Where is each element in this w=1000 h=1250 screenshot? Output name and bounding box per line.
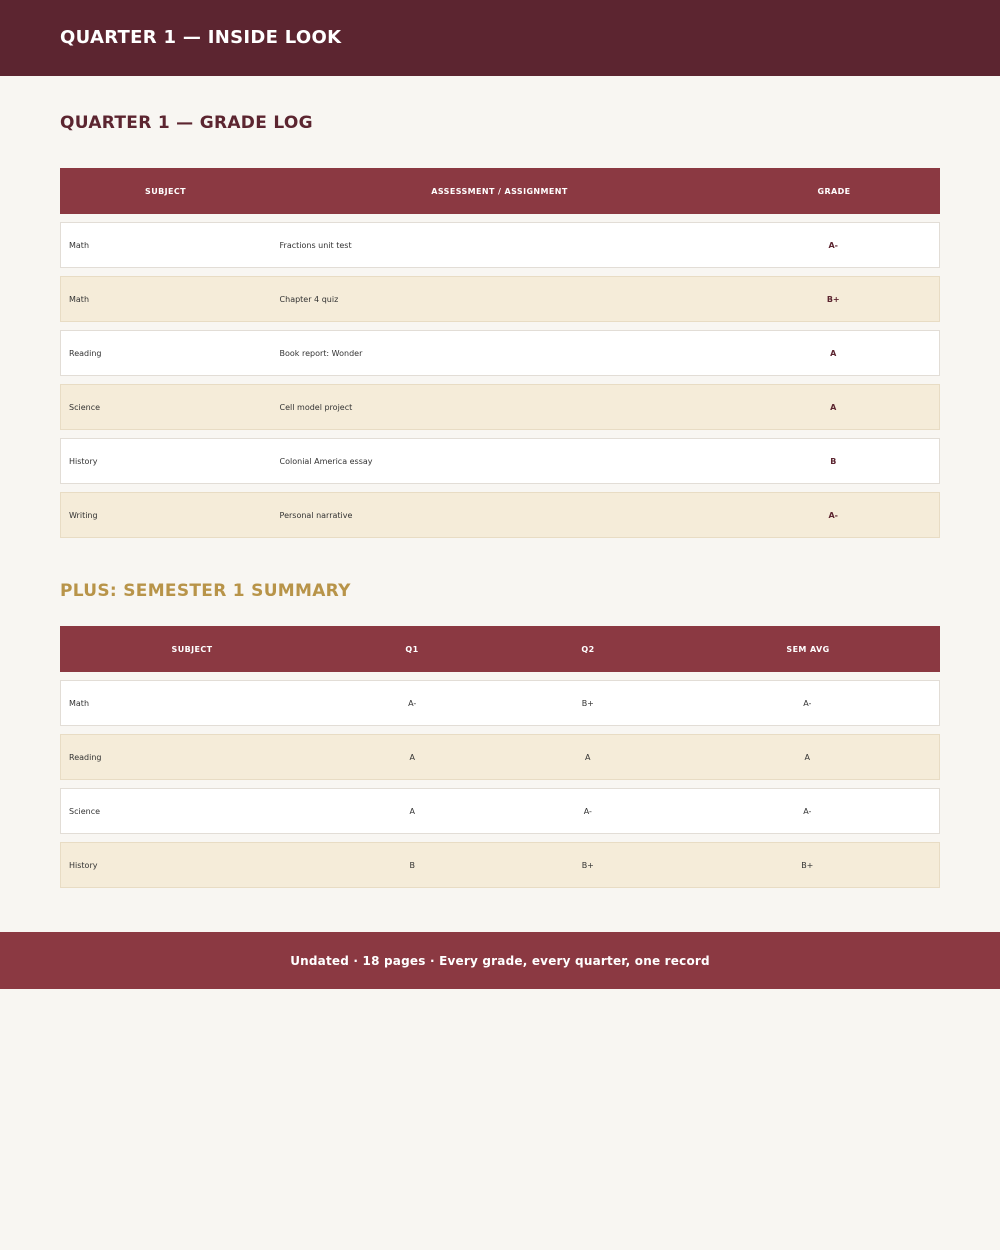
column-header-q2: Q2 — [581, 644, 595, 654]
q2-cell: B+ — [581, 860, 594, 870]
grade-cell: A — [830, 402, 837, 412]
subject-cell: Science — [69, 402, 101, 412]
q1-cell: A — [409, 752, 415, 762]
sem-avg-cell: B+ — [801, 860, 814, 870]
q2-cell: A- — [583, 806, 592, 816]
grade-cell: B+ — [826, 294, 840, 304]
subject-cell: Reading — [69, 752, 102, 762]
assessment-cell: Cell model project — [279, 402, 353, 412]
table-row — [60, 276, 940, 322]
column-header-assessment: ASSESSMENT / ASSIGNMENT — [431, 186, 568, 196]
table-row — [60, 384, 940, 430]
semester-summary-table — [60, 626, 940, 888]
banner-title: QUARTER 1 — INSIDE LOOK — [60, 27, 342, 48]
grade-log-table — [60, 168, 940, 538]
table-row — [60, 788, 940, 834]
grade-cell: A — [830, 348, 837, 358]
footer-band — [0, 932, 1000, 989]
q1-cell: A- — [408, 698, 417, 708]
sem-avg-cell: A- — [803, 698, 812, 708]
sem-avg-cell: A — [804, 752, 811, 762]
column-header-q1: Q1 — [405, 644, 419, 654]
q1-cell: A — [409, 806, 415, 816]
subject-cell: Science — [69, 806, 101, 816]
assessment-cell: Personal narrative — [279, 510, 353, 520]
subject-cell: History — [69, 456, 98, 466]
table-row — [60, 330, 940, 376]
semester-summary-title: PLUS: SEMESTER 1 SUMMARY — [60, 581, 351, 601]
subject-cell: Math — [69, 294, 90, 304]
grade-cell: B — [830, 456, 837, 466]
semester-summary-header-row — [60, 626, 940, 672]
grade-log-title: QUARTER 1 — GRADE LOG — [60, 113, 313, 133]
table-row — [60, 680, 940, 726]
q2-cell: A — [585, 752, 591, 762]
q2-cell: B+ — [581, 698, 594, 708]
grade-log-header-row — [60, 168, 940, 214]
grade-cell: A- — [828, 510, 838, 520]
table-row — [60, 222, 940, 268]
table-row — [60, 734, 940, 780]
footer-text: Undated · 18 pages · Every grade, every quarter, one record — [290, 953, 710, 968]
q1-cell: B — [409, 860, 415, 870]
subject-cell: Math — [69, 698, 90, 708]
assessment-cell: Colonial America essay — [279, 456, 373, 466]
assessment-cell: Fractions unit test — [279, 240, 352, 250]
subject-cell: Writing — [69, 510, 98, 520]
table-row — [60, 438, 940, 484]
grade-cell: A- — [828, 240, 838, 250]
column-header-subject: SUBJECT — [171, 644, 213, 654]
table-row — [60, 842, 940, 888]
assessment-cell: Chapter 4 quiz — [279, 294, 339, 304]
subject-cell: Reading — [69, 348, 102, 358]
subject-cell: Math — [69, 240, 90, 250]
assessment-cell: Book report: Wonder — [279, 348, 363, 358]
column-header-sem-avg: SEM AVG — [786, 644, 830, 654]
column-header-grade: GRADE — [817, 186, 851, 196]
subject-cell: History — [69, 860, 98, 870]
sem-avg-cell: A- — [803, 806, 812, 816]
column-header-subject: SUBJECT — [145, 186, 186, 196]
table-row — [60, 492, 940, 538]
top-banner — [0, 0, 1000, 76]
